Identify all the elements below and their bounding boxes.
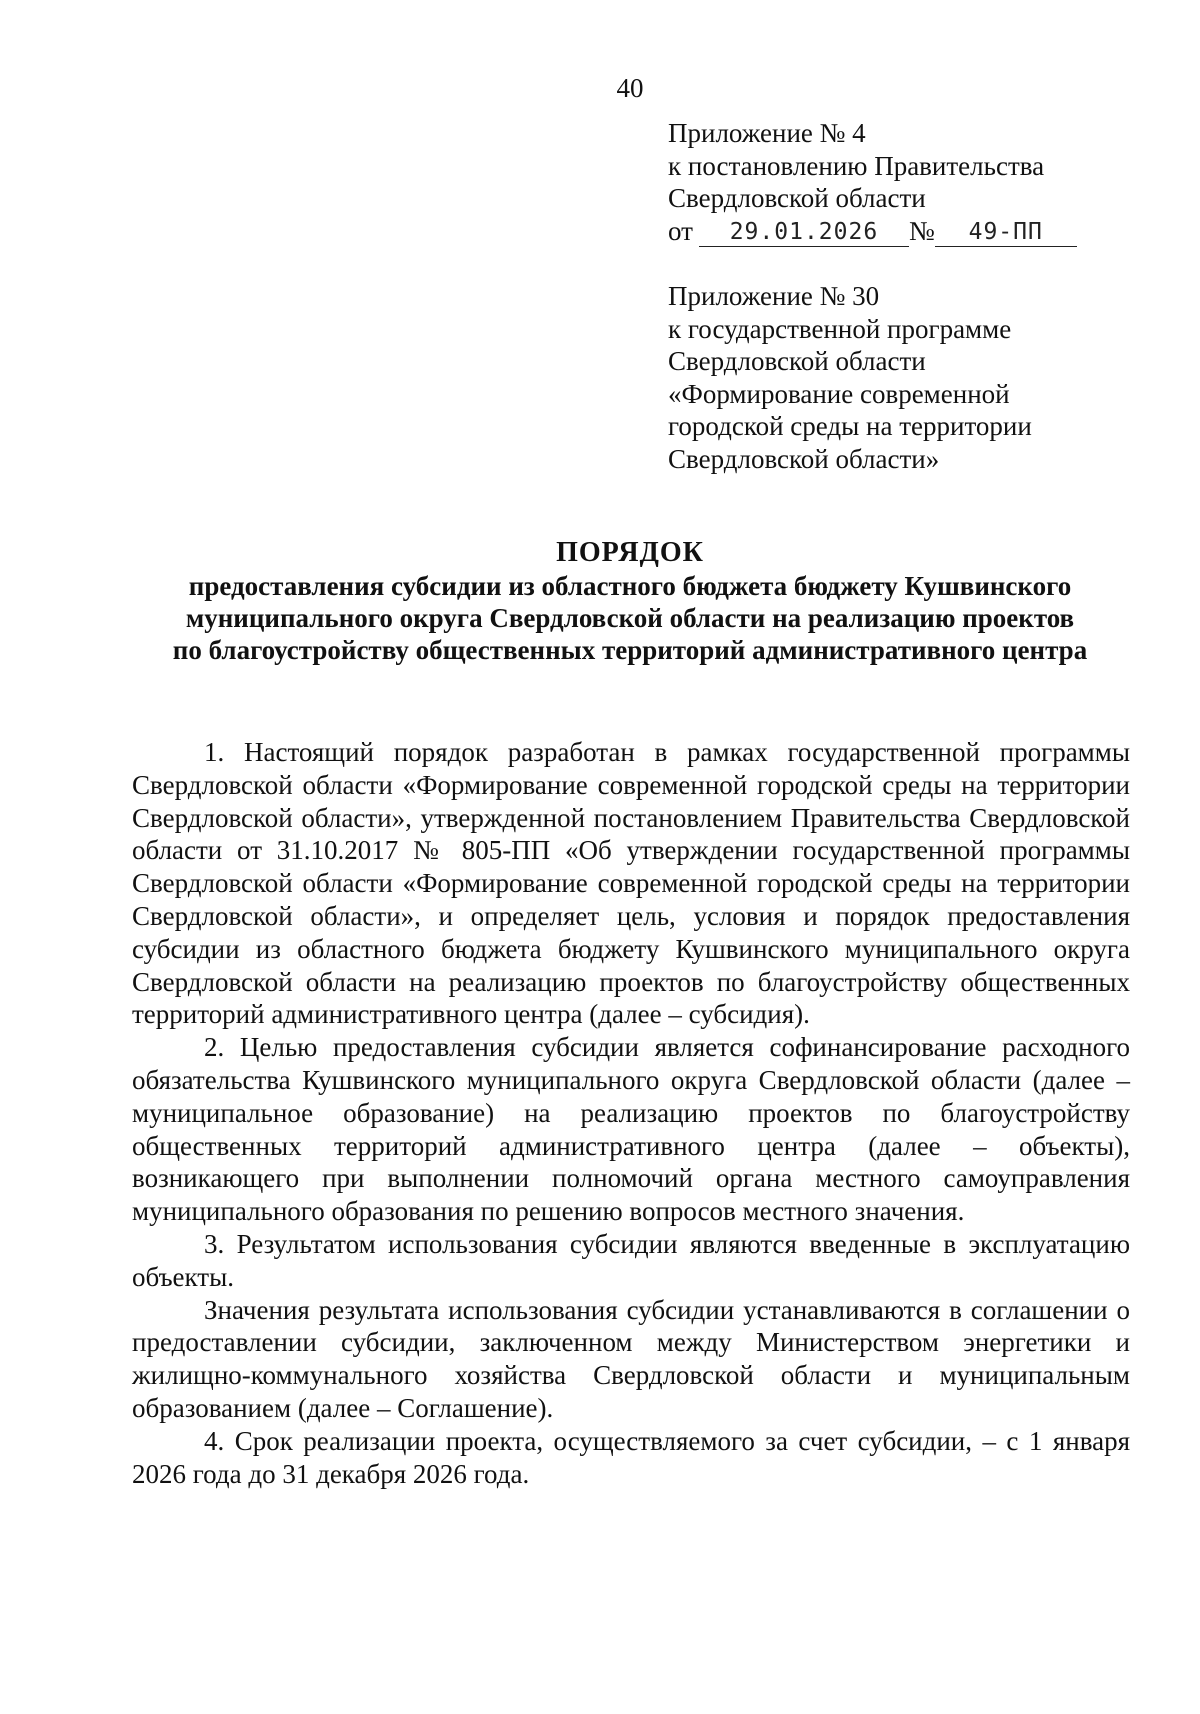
date-stamp: 29.01.2026 (729, 219, 879, 245)
paragraph-2: 2. Целью предоставления субсидии является софинансирование расходного обязательства Кушвинского муниципального округа Свердловской области (далее – муниципальное образование) на реализацию проектов по благоустройству общественных территорий административного центра (далее – объекты), возникающего при выполнении полномочий органа местного самоуправления муниципального образования по решению вопросов местного значения. (132, 1032, 1130, 1227)
heading-subtitle-line1: предоставления субсидии из областного бюджета бюджету Кушвинского (188, 571, 1072, 601)
annex-4-block (668, 117, 1108, 247)
annex-30-program-line1: «Формирование современной (668, 378, 1010, 409)
paragraph-1: 1. Настоящий порядок разработан в рамках государственной программы Свердловской области «Формирование современной городской среды на территории Свердловской области», утвержденной постановлением Правительства Свердловской области от 31.10.2017 № 805-ПП «Об утверждении государственной программы Свердловской области «Формирование современной городской среды на территории Свердловской области», и определяет цель, условия и порядок предоставления субсидии из областного бюджета бюджету Кушвинского муниципального округа Свердловской области на реализацию проектов по благоустройству общественных территорий административного центра (далее – субсидия). (132, 737, 1130, 1030)
annex-4-reference: к постановлению Правительства (668, 150, 1045, 181)
paragraph-3: 3. Результатом использования субсидии являются введенные в эксплуатацию объекты. (132, 1228, 1130, 1292)
heading-subtitle-line3: по благоустройству общественных территорий административного центра (172, 635, 1088, 665)
number-stamp: 49-ПП (968, 219, 1043, 245)
date-prefix: от (668, 215, 693, 246)
date-field (699, 218, 909, 247)
annex-30-reference: к государственной программе (668, 313, 1012, 344)
annex-30-region: Свердловской области (668, 346, 926, 376)
paragraph-4: 4. Срок реализации проекта, осуществляемого за счет субсидии, – с 1 января 2026 года до 31 декабря 2026 года. (132, 1425, 1130, 1489)
number-prefix: № (908, 215, 935, 246)
page-number: 40 (616, 73, 644, 103)
paragraph-3-values: Значения результата использования субсидии устанавливаются в соглашении о предоставлении субсидии, заключенном между Министерством энергетики и жилищно-коммунального хозяйства Свердловской области и муниципальным образованием (далее – Соглашение). (132, 1294, 1130, 1423)
heading-title: ПОРЯДОК (556, 537, 704, 568)
heading-subtitle-line2: муниципального округа Свердловской области на реализацию проектов (185, 603, 1075, 633)
document-heading (120, 537, 1140, 666)
annex-30-block (668, 280, 1108, 475)
annex-4-region: Свердловской области (668, 183, 926, 213)
document-body (132, 736, 1130, 1490)
annex-4-date-number-line (668, 215, 1108, 248)
annex-30-program-line2: городской среды на территории (668, 411, 1032, 441)
annex-30-program-line3: Свердловской области» (668, 443, 940, 474)
number-field (935, 218, 1077, 247)
annex-4-title: Приложение № 4 (668, 118, 866, 148)
annex-30-title: Приложение № 30 (668, 281, 880, 311)
